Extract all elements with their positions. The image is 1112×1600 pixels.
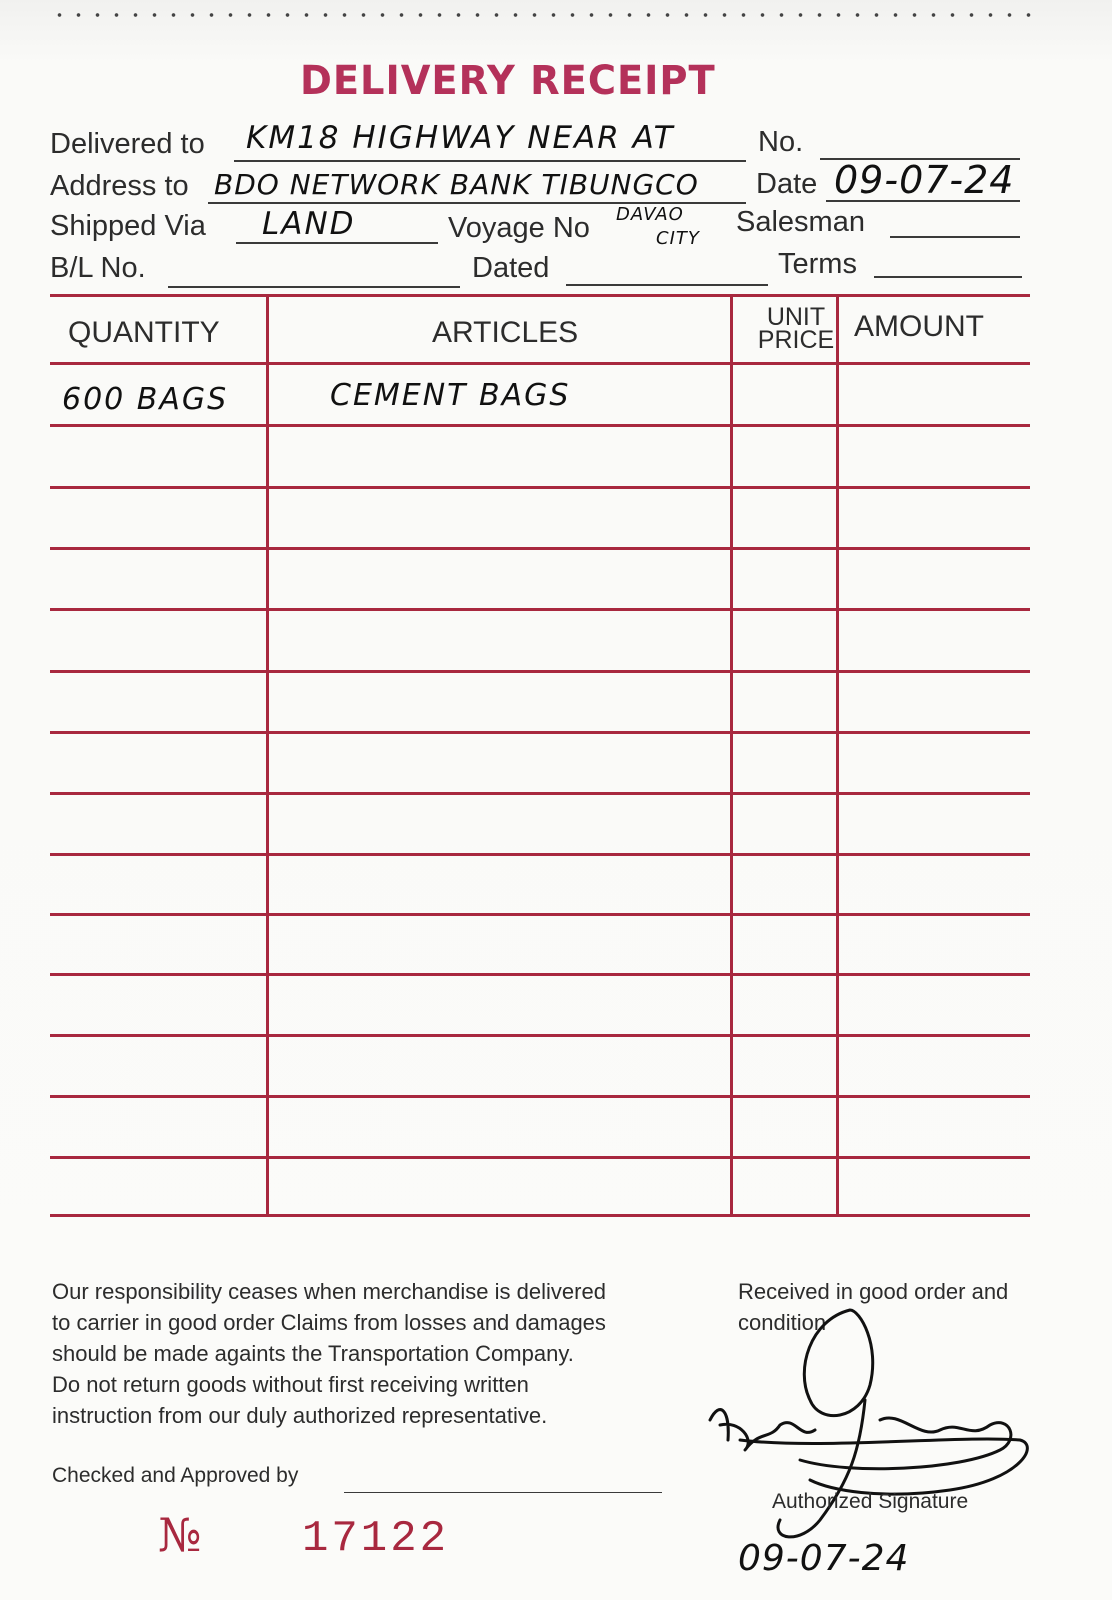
col-divider-unit-price	[836, 296, 839, 1214]
disclaimer-line: should be made againts the Transportation Company.	[52, 1341, 574, 1366]
salesman-label: Salesman	[736, 206, 865, 238]
authorized-signature-label: Authorized Signature	[772, 1490, 969, 1513]
table-bottom-border	[50, 1214, 1030, 1217]
serial-number-symbol: №	[158, 1508, 202, 1562]
shipped-via-line	[236, 242, 438, 244]
table-row-line	[50, 913, 1030, 916]
signature-date: 09-07-24	[738, 1538, 910, 1579]
address-value: BDO NETWORK BANK TIBUNGCO	[214, 168, 699, 201]
dated-label: Dated	[472, 252, 550, 284]
receipt-title: DELIVERY RECEIPT	[300, 58, 716, 104]
header-unit-price-line-2: PRICE	[757, 326, 835, 354]
delivered-to-line	[234, 160, 746, 162]
checked-approved-label: Checked and Approved by	[52, 1464, 299, 1487]
table-row-line	[50, 792, 1030, 795]
disclaimer-text	[52, 1276, 662, 1431]
table-row-line	[50, 670, 1030, 673]
received-line-1: Received in good order and	[738, 1279, 1009, 1304]
bl-line	[168, 286, 460, 288]
table-row-line	[50, 1095, 1030, 1098]
terms-label: Terms	[778, 248, 857, 280]
table-row-line	[50, 362, 1030, 365]
table-row-line	[50, 486, 1030, 489]
disclaimer-line: instruction from our duly authorized representative.	[52, 1403, 548, 1428]
table-row-line	[50, 973, 1030, 976]
dated-line	[566, 284, 768, 286]
table-row-line	[50, 731, 1030, 734]
serial-number: 17122	[302, 1514, 450, 1564]
voyage-value-line-1: DAVAO	[616, 204, 684, 225]
header-quantity: QUANTITY	[68, 316, 220, 349]
voyage-value-line-2: CITY	[656, 228, 700, 249]
date-value: 09-07-24	[834, 158, 1015, 202]
table-row-line	[50, 1034, 1030, 1037]
perforation-line	[50, 12, 1040, 18]
row-1-quantity: 600 BAGS	[62, 382, 229, 417]
header-amount: AMOUNT	[854, 310, 984, 343]
table-row-line	[50, 608, 1030, 611]
salesman-line	[890, 236, 1020, 238]
disclaimer-line: Do not return goods without first receiving written	[52, 1372, 529, 1397]
header-unit-price-line-1: UNIT	[766, 303, 826, 331]
received-line-2: condition	[738, 1310, 827, 1335]
header-unit-price	[748, 303, 844, 354]
shipped-via-value: LAND	[262, 206, 356, 242]
col-divider-articles	[730, 296, 733, 1214]
delivered-to-label: Delivered to	[50, 128, 205, 160]
table-row-line	[50, 853, 1030, 856]
header-articles: ARTICLES	[432, 316, 579, 349]
checked-approved-line	[344, 1492, 662, 1493]
disclaimer-line: Our responsibility ceases when merchandise is delivered	[52, 1279, 606, 1304]
date-label: Date	[756, 168, 818, 200]
shipped-via-label: Shipped Via	[50, 210, 206, 242]
address-label: Address to	[50, 170, 189, 202]
no-label: No.	[758, 126, 804, 158]
terms-line	[874, 276, 1022, 278]
bl-label: B/L No.	[50, 252, 146, 284]
table-top-border	[50, 294, 1030, 297]
table-row-line	[50, 1156, 1030, 1159]
delivered-to-value: KM18 HIGHWAY NEAR AT	[246, 120, 675, 156]
table-row-line	[50, 424, 1030, 427]
disclaimer-line: to carrier in good order Claims from losses and damages	[52, 1310, 606, 1335]
col-divider-quantity	[266, 296, 269, 1214]
table-row-line	[50, 547, 1030, 550]
voyage-label: Voyage No	[448, 212, 590, 244]
row-1-articles: CEMENT BAGS	[330, 378, 571, 413]
